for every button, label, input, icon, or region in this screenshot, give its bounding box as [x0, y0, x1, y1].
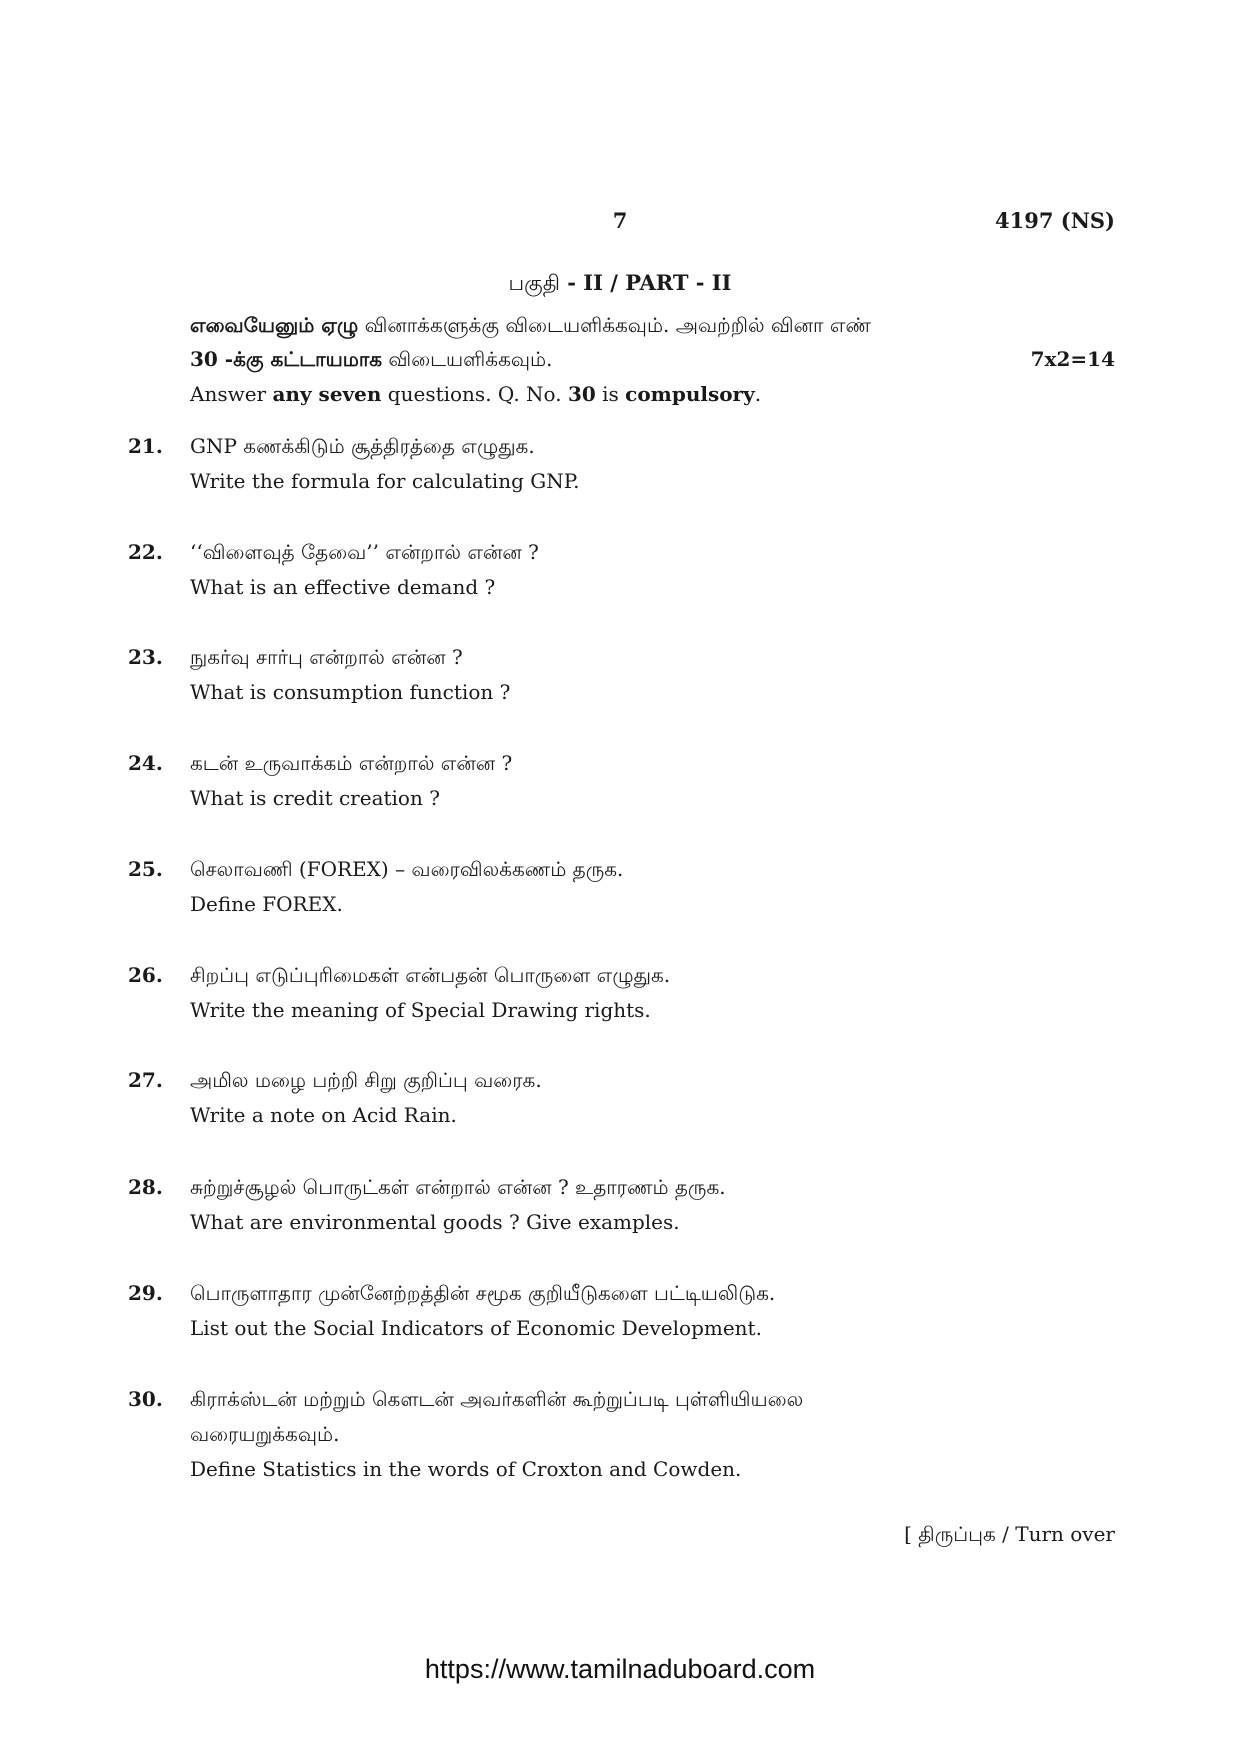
part-heading-english: - II / PART - II — [567, 270, 732, 295]
instruction-bold: 30 -க்கு கட்டாயமாக — [190, 347, 383, 371]
instruction-tamil-line2 — [190, 347, 1115, 374]
page-number: 7 — [612, 208, 628, 233]
question-text-english: What is an effective demand ? — [190, 575, 496, 599]
question-number: 26. — [128, 963, 163, 987]
instruction-text: விடையளிக்கவும். — [382, 347, 553, 371]
question-number: 23. — [128, 645, 163, 669]
instruction-text: வினாக்களுக்கு விடையளிக்கவும். அவற்றில் வினா எண் — [358, 313, 871, 337]
instruction-text: is — [595, 382, 626, 406]
question-text-english: Define FOREX. — [190, 892, 343, 916]
instruction-bold: 30 — [567, 382, 596, 406]
instruction-bold: any seven — [272, 382, 382, 406]
part-heading-tamil: பகுதி — [508, 271, 560, 295]
question-number: 29. — [128, 1281, 163, 1305]
question-number: 28. — [128, 1175, 163, 1199]
question-text-tamil: நுகர்வு சார்பு என்றால் என்ன ? — [190, 645, 463, 669]
question-text-english: Write the meaning of Special Drawing rights. — [190, 998, 651, 1022]
instruction-text: . — [754, 382, 762, 406]
question-text-tamil: GNP கணக்கிடும் சூத்திரத்தை எழுதுக. — [190, 434, 535, 458]
instruction-english — [190, 382, 1115, 406]
question-text-tamil: பொருளாதார முன்னேற்றத்தின் சமூக குறியீடுகளை பட்டியலிடுக. — [190, 1281, 776, 1305]
instruction-tamil-line1 — [190, 313, 1115, 340]
instruction-bold: எவையேனும் ஏழு — [190, 313, 359, 337]
question-text-tamil: அமில மழை பற்றி சிறு குறிப்பு வரைக. — [190, 1068, 542, 1092]
question-text-english: What is consumption function ? — [190, 680, 511, 704]
instruction-text: Answer — [190, 382, 273, 406]
question-number: 30. — [128, 1387, 163, 1411]
question-text-tamil: கடன் உருவாக்கம் என்றால் என்ன ? — [190, 751, 513, 775]
question-text-english: List out the Social Indicators of Economic Development. — [190, 1316, 762, 1340]
question-text-tamil: சுற்றுச்சூழல் பொருட்கள் என்றால் என்ன ? உதாரணம் தருக. — [190, 1175, 726, 1199]
question-text-tamil-continued: வரையறுக்கவும். — [190, 1422, 340, 1446]
site-url-watermark: https://www.tamilnaduboard.com — [424, 1654, 816, 1684]
question-number: 27. — [128, 1068, 163, 1092]
question-text-english: Write a note on Acid Rain. — [190, 1103, 457, 1127]
paper-code: 4197 (NS) — [995, 208, 1115, 233]
question-text-tamil: செலாவணி (FOREX) – வரைவிலக்கணம் தருக. — [190, 857, 624, 881]
question-text-english: What is credit creation ? — [190, 786, 440, 810]
part-heading — [300, 270, 940, 298]
turn-over-note: [ திருப்புக / Turn over — [904, 1522, 1115, 1546]
question-text-english: What are environmental goods ? Give examples. — [190, 1210, 680, 1234]
question-number: 24. — [128, 751, 163, 775]
question-number: 21. — [128, 434, 163, 458]
question-text-tamil: சிறப்பு எடுப்புரிமைகள் என்பதன் பொருளை எழுதுக. — [190, 963, 671, 987]
question-text-english: Define Statistics in the words of Croxton and Cowden. — [190, 1457, 742, 1481]
marks-allocation: 7x2=14 — [1030, 347, 1115, 371]
question-number: 25. — [128, 857, 163, 881]
instruction-bold: compulsory — [625, 382, 755, 406]
question-text-english: Write the formula for calculating GNP. — [190, 469, 580, 493]
question-text-tamil: ‘‘விளைவுத் தேவை’’ என்றால் என்ன ? — [190, 540, 539, 564]
instruction-text: questions. Q. No. — [381, 382, 568, 406]
question-number: 22. — [128, 540, 163, 564]
question-text-tamil: கிராக்ஸ்டன் மற்றும் கௌடன் அவர்களின் கூற்றுப்படி புள்ளியியலை — [190, 1387, 804, 1411]
